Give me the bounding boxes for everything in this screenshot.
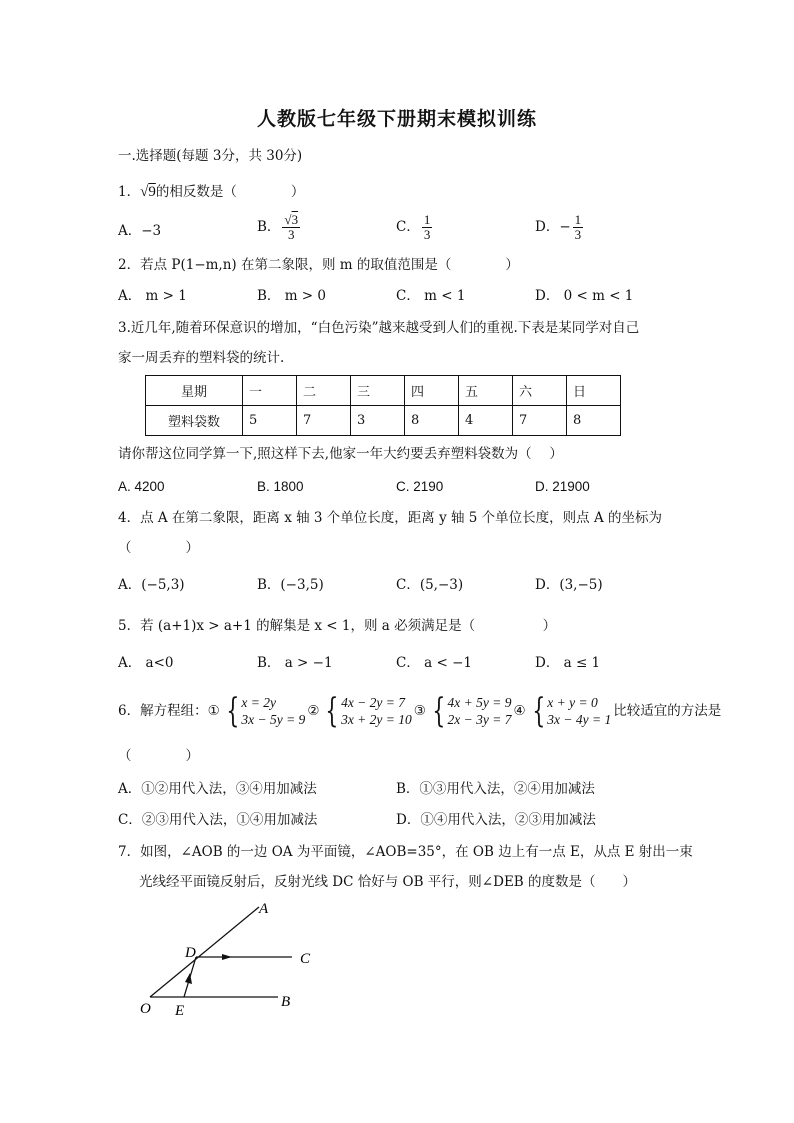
q5-option-c: C． a < −1 (396, 655, 472, 671)
q1-b-den: 3 (287, 227, 295, 242)
q1-c-num: 1 (423, 212, 431, 227)
arrow-dc-icon (222, 954, 232, 960)
question-7-line1: 7．如图，∠AOB 的一边 OA 为平面镜，∠AOB=35°，在 OB 边上有一点 E，从点 E 射出一束 (118, 844, 693, 860)
q1-d-den: 3 (574, 227, 582, 242)
q1-option-c-frac (422, 213, 433, 242)
q6-system-3: { 4x + 5y = 9 2x − 3y = 7 (432, 691, 512, 731)
q1-c-den: 3 (423, 227, 431, 242)
q4-option-d: D．(3,−5) (535, 577, 603, 593)
label-c: C (300, 951, 311, 967)
q6-system-4: { x + y = 0 3x − 4y = 1 (531, 691, 612, 731)
question-4-line2: （ ） (118, 540, 199, 556)
q6-s2-eq2: 3x + 2y = 10 (341, 712, 412, 727)
table-cell: 7 (513, 406, 567, 436)
q2-option-d: D． 0 < m < 1 (535, 288, 634, 304)
label-o: O (140, 1001, 151, 1017)
q1-option-c (396, 213, 434, 242)
q6-option-d: D．①④用代入法，②③用加减法 (396, 812, 596, 828)
q6-s3-eq1: 4x + 5y = 9 (447, 695, 512, 710)
q6-num-3: ③ (413, 703, 426, 719)
q6-option-c: C．②③用代入法，①④用加减法 (118, 812, 318, 828)
q6-s1-eq2: 3x − 5y = 9 (241, 712, 306, 727)
table-cell: 塑料袋数 (146, 406, 243, 436)
table-cell: 7 (297, 406, 351, 436)
q6-post: 比较适宜的方法是 (613, 703, 722, 719)
question-3-line1: 3.近几年,随着环保意识的增加，“白色污染”越来越受到人们的重视.下表是某同学对自己 (118, 320, 640, 336)
table-cell: 星期 (146, 376, 243, 406)
ray-oa (150, 907, 259, 997)
table-cell: 4 (459, 406, 513, 436)
q1-b-radicand: 3 (291, 212, 299, 227)
q6-prefix: 6．解方程组： (118, 703, 208, 719)
table-cell: 5 (243, 406, 297, 436)
q4-option-b: B．(−3,5) (257, 577, 324, 593)
section-heading (118, 146, 302, 166)
label-b: B (281, 994, 291, 1010)
question-4-line1: 4．点 A 在第二象限，距离 x 轴 3 个单位长度，距离 y 轴 5 个单位长度，则点 A 的坐标为 (118, 510, 663, 526)
q5-option-a: A． a<0 (118, 655, 174, 671)
table-cell: 五 (459, 376, 513, 406)
q6-num-2: ② (307, 703, 320, 719)
table-header-row (146, 376, 621, 406)
question-7-line2: 光线经平面镜反射后，反射光线 DC 恰好与 OB 平行，则∠DEB 的度数是（ ） (139, 874, 637, 890)
plastic-bag-table (145, 375, 621, 436)
table-cell: 一 (243, 376, 297, 406)
q1-option-d-label: D．− (535, 219, 571, 235)
q1-option-b-frac: $\frac{√3}{3}$ (284, 212, 299, 242)
question-6-line2: （ ） (118, 748, 199, 764)
q6-s2-eq1: 4x − 2y = 7 (341, 695, 406, 710)
q1-d-num: 1 (574, 212, 582, 227)
q3-option-d: D. 21900 (535, 479, 590, 494)
q1-option-c-label: C． (396, 219, 420, 235)
label-a: A (259, 901, 269, 917)
label-e: E (175, 1003, 185, 1019)
q6-option-b: B．①③用代入法，②④用加减法 (396, 781, 595, 797)
q6-num-4: ④ (513, 703, 526, 719)
q6-system-2: { 4x − 2y = 7 3x + 2y = 10 (325, 691, 412, 731)
table-cell: 8 (405, 406, 459, 436)
q6-s1-eq1: x = 2y (241, 695, 276, 710)
question-1 (118, 182, 304, 202)
q6-s3-eq2: 2x − 3y = 7 (447, 712, 512, 727)
q6-s4-eq1: x + y = 0 (547, 695, 598, 710)
table-cell: 二 (297, 376, 351, 406)
q6-s4-eq2: 3x − 4y = 1 (547, 712, 612, 727)
q3-option-b: B. 1800 (257, 479, 304, 494)
table-row (146, 406, 621, 436)
table-cell: 8 (567, 406, 621, 436)
q2-option-c: C． m < 1 (396, 288, 466, 304)
q4-option-c: C．(5,−3) (396, 577, 464, 593)
q5-option-b: B． a > −1 (257, 655, 333, 671)
q1-option-b-label: B． (257, 219, 281, 235)
page-title: 人教版七年级下册期末模拟训练 (256, 108, 537, 130)
q1-radical: √9 (140, 184, 156, 200)
q1-stem: 的相反数是（ ） (155, 184, 305, 200)
table-cell: 3 (351, 406, 405, 436)
q6-num-1: ① (207, 703, 220, 719)
q5-option-d: D． a ≤ 1 (535, 655, 601, 671)
q1-option-a: A．−3 (118, 223, 162, 239)
table-cell: 六 (513, 376, 567, 406)
question-3-ask: 请你帮这位同学算一下,照这样下去,他家一年大约要丢弃塑料袋数为（ ） (118, 446, 563, 462)
q1-option-d (535, 213, 585, 242)
q3-option-c: C. 2190 (396, 479, 444, 494)
question-6 (118, 691, 721, 731)
q4-option-a: A．(−5,3) (118, 577, 185, 593)
q2-option-a: A． m > 1 (118, 288, 187, 304)
table-cell: 四 (405, 376, 459, 406)
question-2: 2．若点 P(1−m,n) 在第二象限，则 m 的取值范围是（ ） (118, 257, 519, 273)
section-heading-text: 一.选择题(每题 3分，共 30分) (118, 148, 303, 164)
q3-option-a: A. 4200 (118, 479, 165, 494)
label-d: D (185, 945, 196, 961)
question-3-line2: 家一周丢弃的塑料袋的统计. (118, 350, 285, 366)
q2-option-b: B． m > 0 (257, 288, 326, 304)
mirror-diagram (130, 895, 350, 1025)
q1-option-d-frac (573, 213, 584, 242)
q6-option-a: A．①②用代入法，③④用加减法 (118, 781, 317, 797)
question-5: 5．若 (a+1)x > a+1 的解集是 x < 1，则 a 必须满足是（ ） (118, 618, 557, 634)
q1-number: 1． (118, 184, 141, 200)
q6-system-1: { x = 2y 3x − 5y = 9 (226, 691, 306, 731)
q1-radicand: 9 (148, 184, 156, 200)
table-cell: 日 (567, 376, 621, 406)
table-cell: 三 (351, 376, 405, 406)
q1-option-b (257, 213, 302, 242)
